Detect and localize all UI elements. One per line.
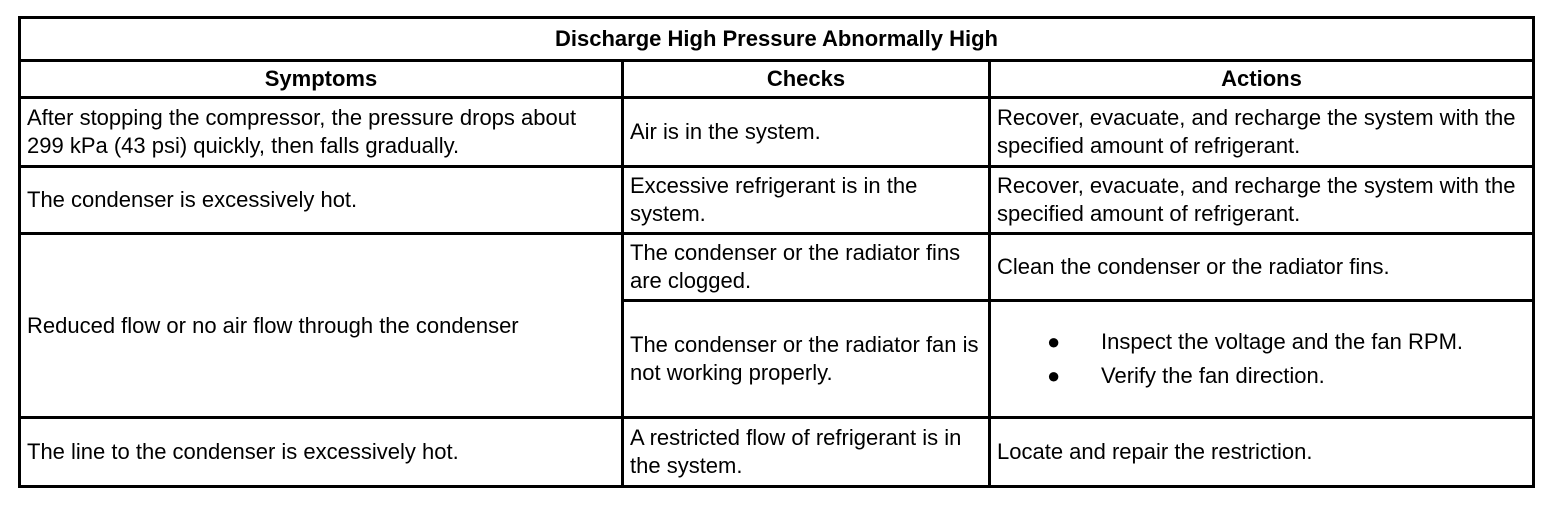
bullet-icon: ● (1047, 363, 1061, 388)
action-cell: Recover, evacuate, and recharge the system with the specified amount of refrigerant. (990, 98, 1534, 167)
action-bullet-list (997, 325, 1526, 393)
header-symptoms: Symptoms (20, 61, 623, 98)
symptom-cell: After stopping the compressor, the pressure drops about 299 kPa (43 psi) quickly, then falls gradually. (20, 98, 623, 167)
header-actions: Actions (990, 61, 1534, 98)
diagnostic-table (18, 16, 1535, 488)
table-row (20, 418, 1534, 487)
action-cell: Locate and repair the restriction. (990, 418, 1534, 487)
table-title-row (20, 18, 1534, 61)
bullet-icon: ● (1047, 329, 1061, 354)
action-cell: Clean the condenser or the radiator fins. (990, 234, 1534, 301)
action-cell (990, 301, 1534, 418)
table-row (20, 167, 1534, 234)
bullet-text: Verify the fan direction. (1101, 363, 1325, 388)
symptom-cell: The line to the condenser is excessively hot. (20, 418, 623, 487)
table-title: Discharge High Pressure Abnormally High (20, 18, 1534, 61)
check-cell: The condenser or the radiator fins are clogged. (623, 234, 990, 301)
table-row (20, 98, 1534, 167)
check-cell: The condenser or the radiator fan is not working properly. (623, 301, 990, 418)
bullet-text: Inspect the voltage and the fan RPM. (1101, 329, 1464, 354)
check-cell: Air is in the system. (623, 98, 990, 167)
action-cell: Recover, evacuate, and recharge the system with the specified amount of refrigerant. (990, 167, 1534, 234)
header-checks: Checks (623, 61, 990, 98)
list-item (1041, 325, 1526, 359)
list-item (1041, 359, 1526, 393)
table-row (20, 234, 1534, 301)
symptom-cell: The condenser is excessively hot. (20, 167, 623, 234)
check-cell: Excessive refrigerant is in the system. (623, 167, 990, 234)
symptom-cell: Reduced flow or no air flow through the condenser (20, 234, 623, 418)
table-header-row (20, 61, 1534, 98)
check-cell: A restricted flow of refrigerant is in the system. (623, 418, 990, 487)
